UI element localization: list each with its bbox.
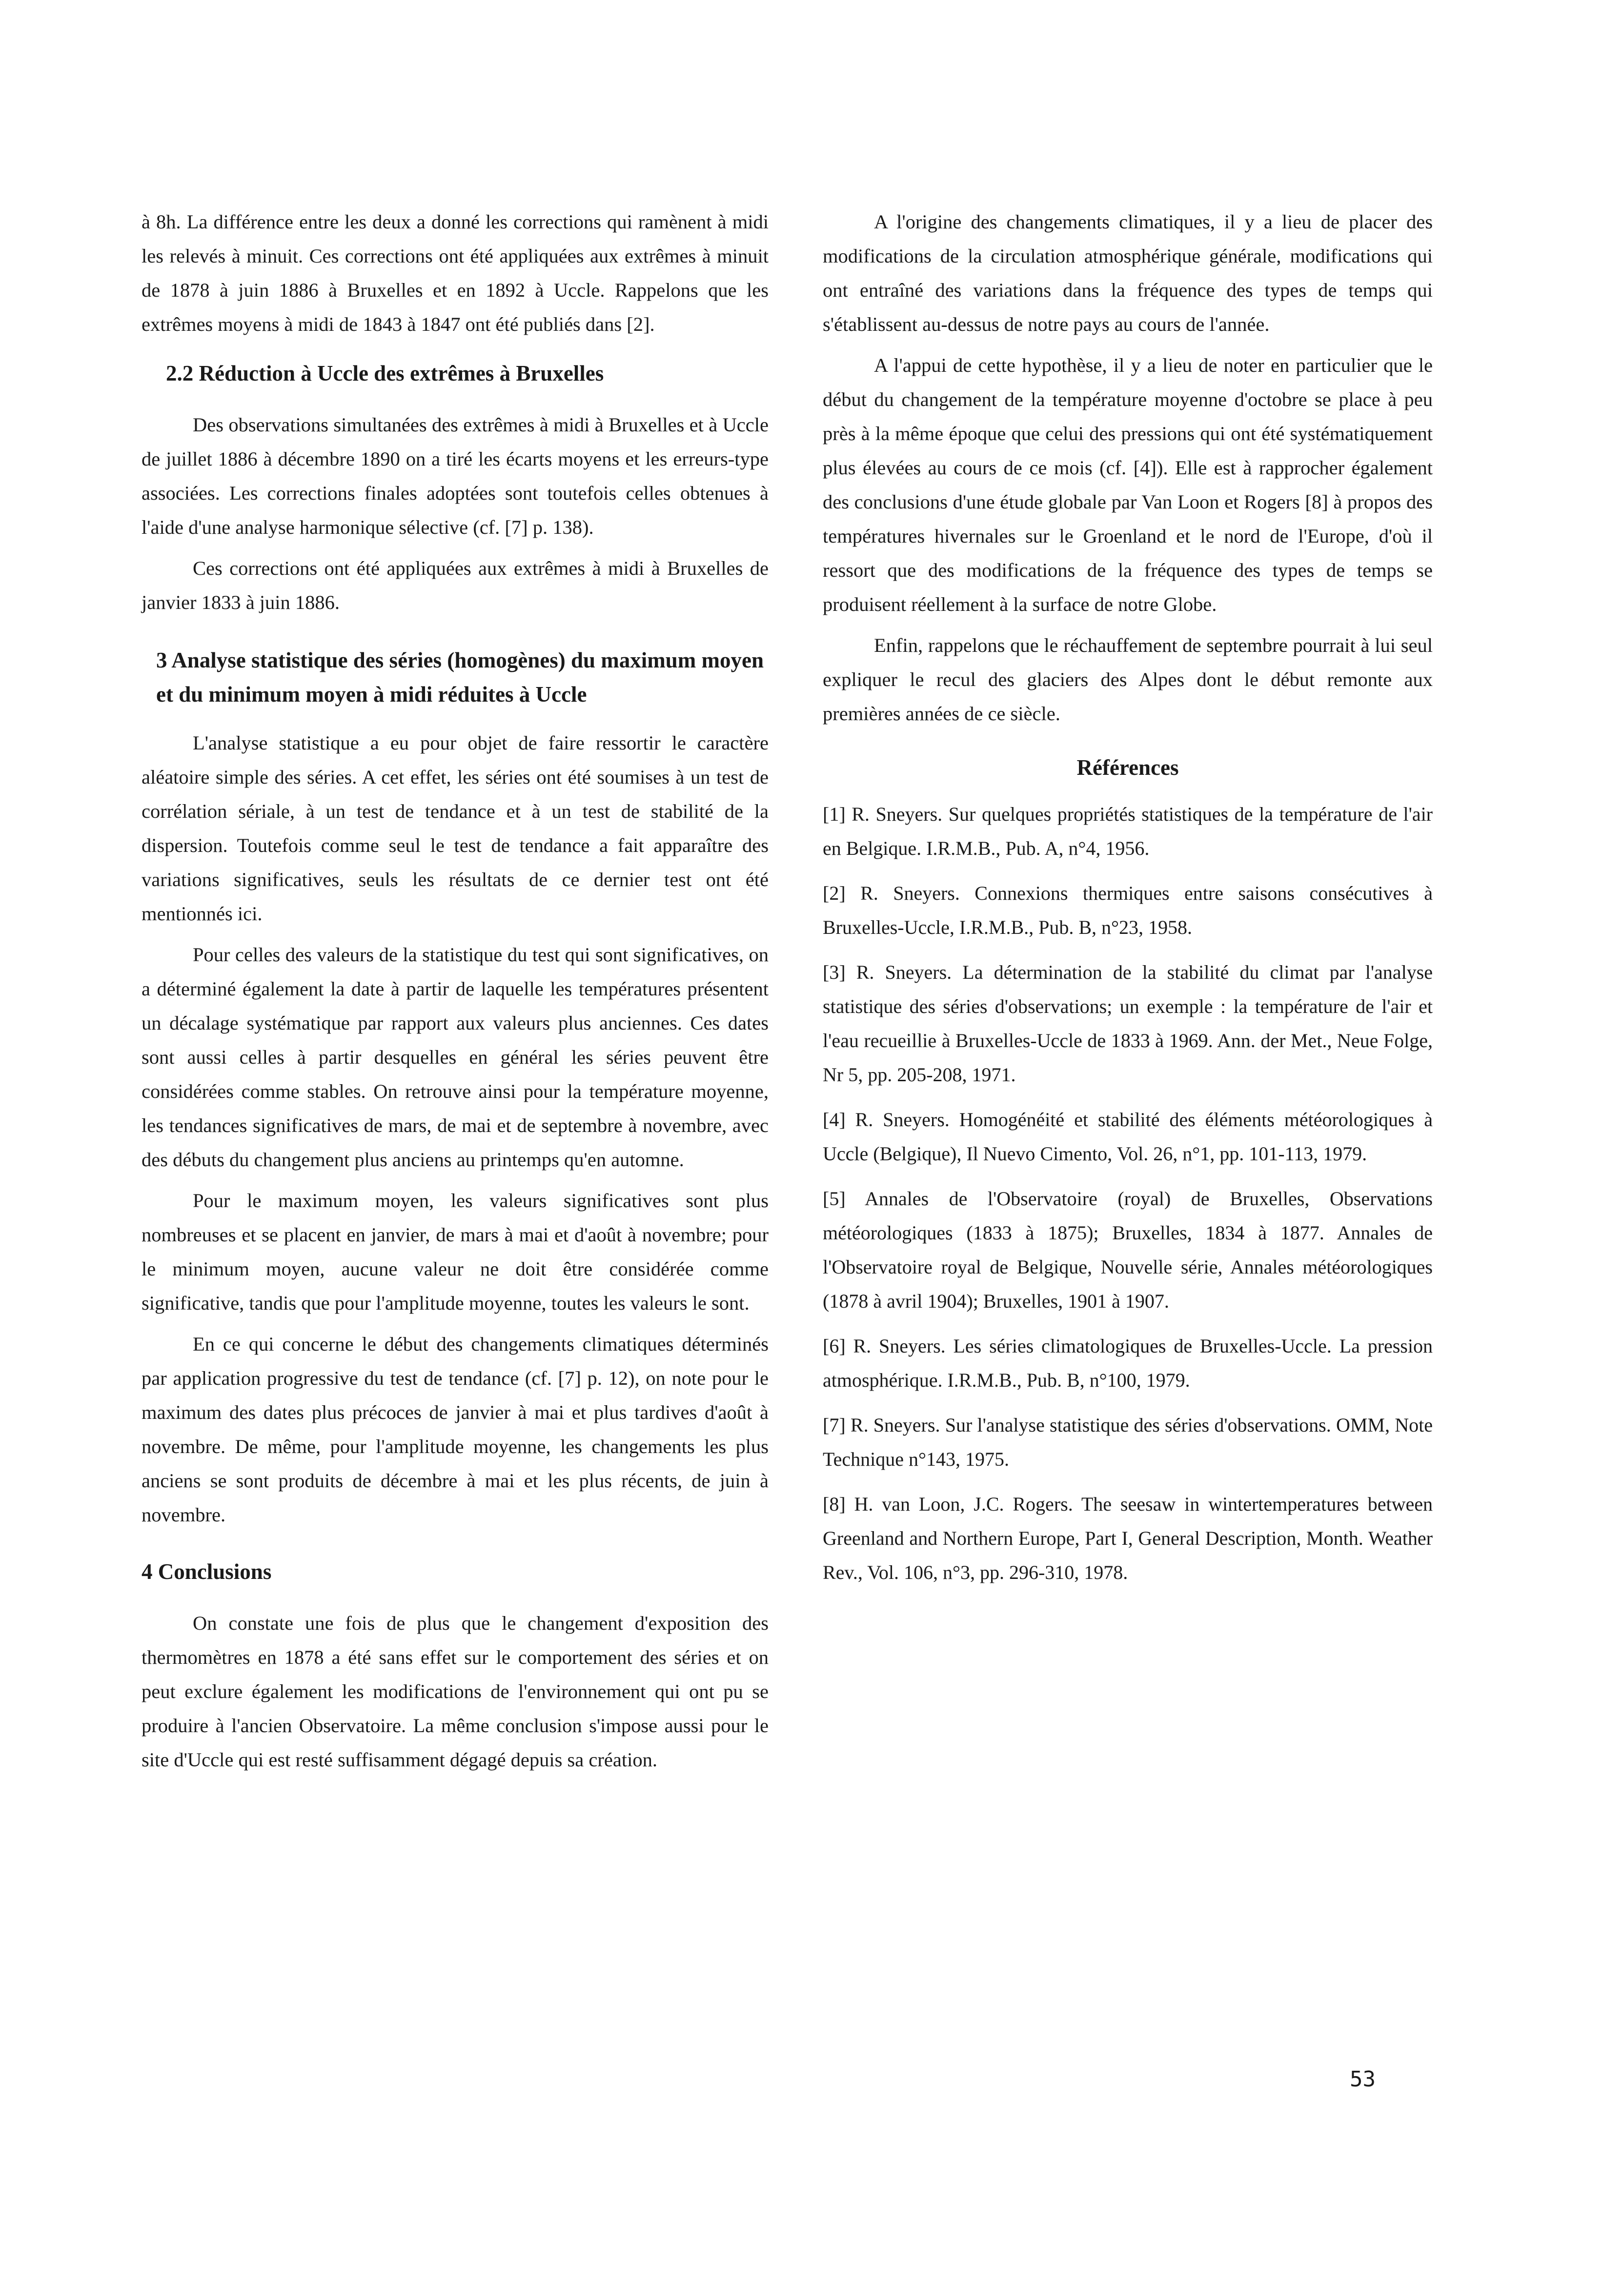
reference-item: [3] R. Sneyers. La détermination de la stabilité du climat par l'analyse statistique des séries d'observations; un exemple : la température de l'air et l'eau recueillie à Bruxelles-Uccle de 1833 à 1969. Ann. der Met., Neue Folge, Nr 5, pp. 205-208, 1971. [823,961,1433,1086]
paragraph: A l'origine des changements climatiques, il y a lieu de placer des modifications de la circulation atmosphérique générale, modifications qui ont entraîné des variations dans la fréquence des types de temps qui s'établissent au-dessus de notre pays au cours de l'année. [823,211,1433,335]
reference-item: [7] R. Sneyers. Sur l'analyse statistique des séries d'observations. OMM, Note Technique n°143, 1975. [823,1414,1433,1470]
reference-item: [8] H. van Loon, J.C. Rogers. The seesaw in wintertemperatures between Greenland and Northern Europe, Part I, General Description, Month. Weather Rev., Vol. 106, n°3, pp. 296-310, 1978. [823,1493,1433,1583]
paragraph: A l'appui de cette hypothèse, il y a lieu de noter en particulier que le début du changement de la température moyenne d'octobre se place à peu près à la même époque que celui des pressions qui ont été systématiquement plus élevées au cours de ce mois (cf. [4]). Elle est à rapprocher également des conclusions d'une étude globale par Van Loon et Rogers [8] à propos des températures hivernales sur le Groenland et le nord de l'Europe, d'où il ressort que des modifications de la fréquence des types de temps se produisent réellement à la surface de notre Globe. [823,354,1433,615]
paragraph-continuation: à 8h. La différence entre les deux a donné les corrections qui ramènent à midi les relevés à minuit. Ces corrections ont été appliquées aux extrêmes à minuit de 1878 à juin 1886 à Bruxelles et en 1892 à Uccle. Rappelons que les extrêmes moyens à midi de 1843 à 1847 ont été publiés dans [2]. [142,211,769,335]
paragraph: En ce qui concerne le début des changements climatiques déterminés par application progressive du test de tendance (cf. [7] p. 12), on note pour le maximum des dates plus précoces de janvier à mai et plus tardives d'août à novembre. De même, pour l'amplitude moyenne, les changements les plus anciens se sont produits de décembre à mai et les plus récents, de juin à novembre. [142,1333,769,1526]
reference-item: [6] R. Sneyers. Les séries climatologiques de Bruxelles-Uccle. La pression atmosphérique. I.R.M.B., Pub. B, n°100, 1979. [823,1335,1433,1391]
references-list [823,797,1433,1590]
right-column [823,205,1433,1600]
paragraph: Des observations simultanées des extrêmes à midi à Bruxelles et à Uccle de juillet 1886 à décembre 1890 on a tiré les écarts moyens et les erreurs-type associées. Les corrections finales adoptées sont toutefois celles obtenues à l'aide d'une analyse harmonique sélective (cf. [7] p. 138). [142,414,769,538]
paragraph: Pour celles des valeurs de la statistique du test qui sont significatives, on a déterminé également la date à partir de laquelle les températures présentent un décalage systématique par rapport aux valeurs plus anciennes. Ces dates sont aussi celles à partir desquelles en général les séries peuvent être considérées comme stables. On retrouve ainsi pour la température moyenne, les tendances significatives de mars, de mai et de septembre à novembre, avec des débuts du changement plus anciens au printemps qu'en automne. [142,944,769,1171]
paragraph: On constate une fois de plus que le changement d'exposition des thermomètres en 1878 a été sans effet sur le comportement des séries et on peut exclure également les modifications de l'environnement qui ont pu se produire à l'ancien Observatoire. La même conclusion s'impose aussi pour le site d'Uccle qui est resté suffisamment dégagé depuis sa création. [142,1612,769,1771]
reference-item: [5] Annales de l'Observatoire (royal) de Bruxelles, Observations météorologiques (1833 à 1875); Bruxelles, 1834 à 1877. Annales de l'Observatoire royal de Belgique, Nouvelle série, Annales météorologiques (1878 à avril 1904); Bruxelles, 1901 à 1907. [823,1188,1433,1312]
paragraph: Ces corrections ont été appliquées aux extrêmes à midi à Bruxelles de janvier 1833 à juin 1886. [142,557,769,613]
reference-item: [2] R. Sneyers. Connexions thermiques entre saisons consécutives à Bruxelles-Uccle, I.R.M.B., Pub. B, n°23, 1958. [823,882,1433,938]
section-heading-4: 4 Conclusions [142,1559,272,1584]
section-heading-3: 3 Analyse statistique des séries (homogènes) du maximum moyen et du minimum moyen à midi réduites à Uccle [156,648,764,707]
references-heading: Références [1076,755,1179,780]
page-number: 53 [1350,2067,1376,2092]
paragraph: L'analyse statistique a eu pour objet de faire ressortir le caractère aléatoire simple des séries. A cet effet, les séries ont été soumises à un test de corrélation sériale, à un test de tendance et à un test de stabilité de la dispersion. Toutefois comme seul le test de tendance a fait apparaître des variations significatives, seuls les résultats de ce dernier test ont été mentionnés ici. [142,732,769,925]
paragraph: Pour le maximum moyen, les valeurs significatives sont plus nombreuses et se placent en janvier, de mars à mai et d'août à novembre; pour le minimum moyen, aucune valeur ne doit être considérée comme significative, tandis que pour l'amplitude moyenne, toutes les valeurs le sont. [142,1190,769,1314]
reference-item: [1] R. Sneyers. Sur quelques propriétés statistiques de la température de l'air en Belgique. I.R.M.B., Pub. A, n°4, 1956. [823,803,1433,859]
left-column [142,205,769,1784]
reference-item: [4] R. Sneyers. Homogénéité et stabilité des éléments météorologiques à Uccle (Belgique), Il Nuevo Cimento, Vol. 26, n°1, pp. 101-113, 1979. [823,1109,1433,1165]
section-heading-2-2: 2.2 Réduction à Uccle des extrêmes à Bruxelles [166,361,604,385]
paragraph: Enfin, rappelons que le réchauffement de septembre pourrait à lui seul expliquer le recul des glaciers des Alpes dont le début remonte aux premières années de ce siècle. [823,634,1433,725]
